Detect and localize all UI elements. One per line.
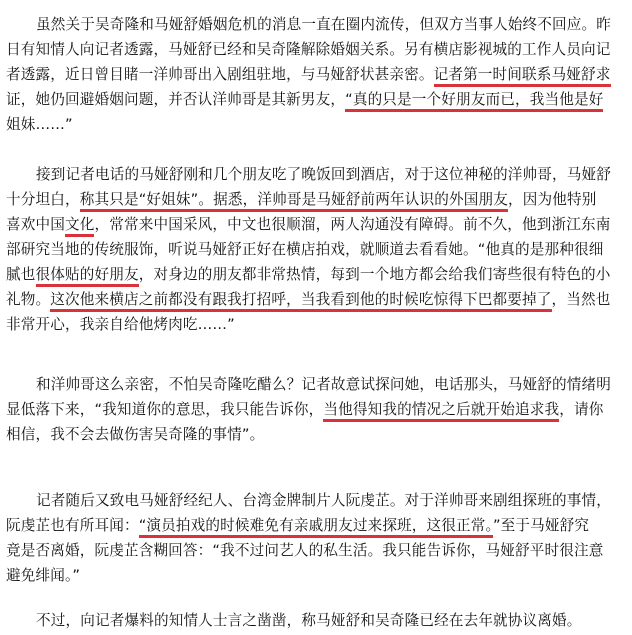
- paragraph-2: [6, 162, 630, 337]
- underlined-phrase: 文化: [65, 216, 95, 237]
- text-segment: 腻也: [6, 266, 36, 283]
- text-segment: 显低落下来，“我知道你的意思，我只能告诉你，: [6, 401, 324, 418]
- text-segment: ”至于马娅舒究: [492, 517, 590, 534]
- text-line: 日有知情人向记者透露，马娅舒已经和吴奇隆解除婚姻关系。另有横店影视城的工作人员向记: [6, 41, 611, 58]
- text-line: 相信，我不会去做伤害吴奇隆的事情”。: [6, 426, 265, 443]
- text-segment: ，常常来中国采风，中文也很顺溜，两人沟通没有障碍。前不久，他到浙江东南: [94, 216, 611, 233]
- text-line: [6, 62, 630, 87]
- underlined-phrase: 称其只是“好姐妹”。据悉，洋帅哥是马娅舒前两年认识的外国朋友: [80, 191, 508, 212]
- text-line: [6, 212, 630, 237]
- underlined-phrase: 当他得知我的情况之后就开始追求我: [323, 401, 559, 422]
- text-line: 非常开心，我亲自给他烤肉吃……”: [6, 316, 235, 333]
- text-line: [6, 262, 630, 287]
- text-line: 虽然关于吴奇隆和马娅舒婚姻危机的消息一直在圈内流传，但双方当事人始终不回应。昨: [36, 16, 612, 33]
- underlined-phrase: “真的只是一个好朋友而已，我当他是好: [345, 91, 603, 112]
- paragraph-1: [6, 12, 630, 137]
- text-line: [6, 287, 630, 312]
- text-segment: ，对身边的朋友都非常热情，每到一个地方都会给我们寄些很有特色的小: [138, 266, 611, 283]
- text-line: 不过，向记者爆料的知情人士言之凿凿，称马娅舒和吴奇隆已经在去年就协议离婚。: [36, 612, 582, 629]
- text-segment: 证，她仍回避婚姻问题，并否认洋帅哥是其新男友，: [6, 91, 346, 108]
- text-line: 竟是否离婚，阮虔芷含糊回答：“我不过问艺人的私生活。我只能告诉你，马娅舒平时很注意: [6, 542, 604, 559]
- underlined-phrase: “演员拍戏的时候难免有亲戚朋友过来探班，这很正常。: [139, 517, 493, 538]
- text-segment: 喜欢中国: [6, 216, 65, 233]
- text-line: 姐妹……”: [6, 116, 73, 133]
- text-line: [6, 87, 630, 112]
- text-segment: 十分坦白，: [6, 191, 80, 208]
- text-line: 记者随后又致电马娅舒经纪人、台湾金牌制片人阮虔芷。对于洋帅哥来剧组探班的事情，: [36, 492, 612, 509]
- text-segment: ，当然也: [551, 291, 611, 308]
- text-line: 和洋帅哥这么亲密，不怕吴奇隆吃醋么？记者故意试探问她，电话那头，马娅舒的情绪明: [36, 376, 612, 393]
- text-segment: 者透露，近日曾目睹一洋帅哥出入剧组驻地，与马娅舒状甚亲密。: [6, 66, 434, 83]
- text-line: [6, 187, 630, 212]
- text-line: [6, 513, 630, 538]
- paragraph-5: [6, 608, 630, 633]
- text-line: 避免绯闻。”: [6, 567, 81, 584]
- text-line: 部研究当地的传统服饰，听说马娅舒正好在横店拍戏，就顺道去看看她。“他真的是那种很细: [6, 241, 604, 258]
- text-segment: 阮虔芷也有所耳闻：: [6, 517, 139, 534]
- paragraph-4: [6, 488, 630, 588]
- text-segment: 礼物。: [6, 291, 51, 308]
- paragraph-3: [6, 372, 630, 447]
- text-segment: ，因为他特别: [507, 191, 597, 208]
- text-line: [6, 397, 630, 422]
- text-segment: ，请你: [559, 401, 604, 418]
- underlined-phrase: 很体贴的好朋友: [36, 266, 139, 287]
- underlined-phrase: 记者第一时间联系马娅舒求: [434, 66, 611, 87]
- text-line: 接到记者电话的马娅舒刚和几个朋友吃了晚饭回到酒店，对于这位神秘的洋帅哥，马娅舒: [36, 166, 612, 183]
- underlined-phrase: 这次他来横店之前都没有跟我打招呼，当我看到他的时候吃惊得下巴都要掉了: [50, 291, 551, 312]
